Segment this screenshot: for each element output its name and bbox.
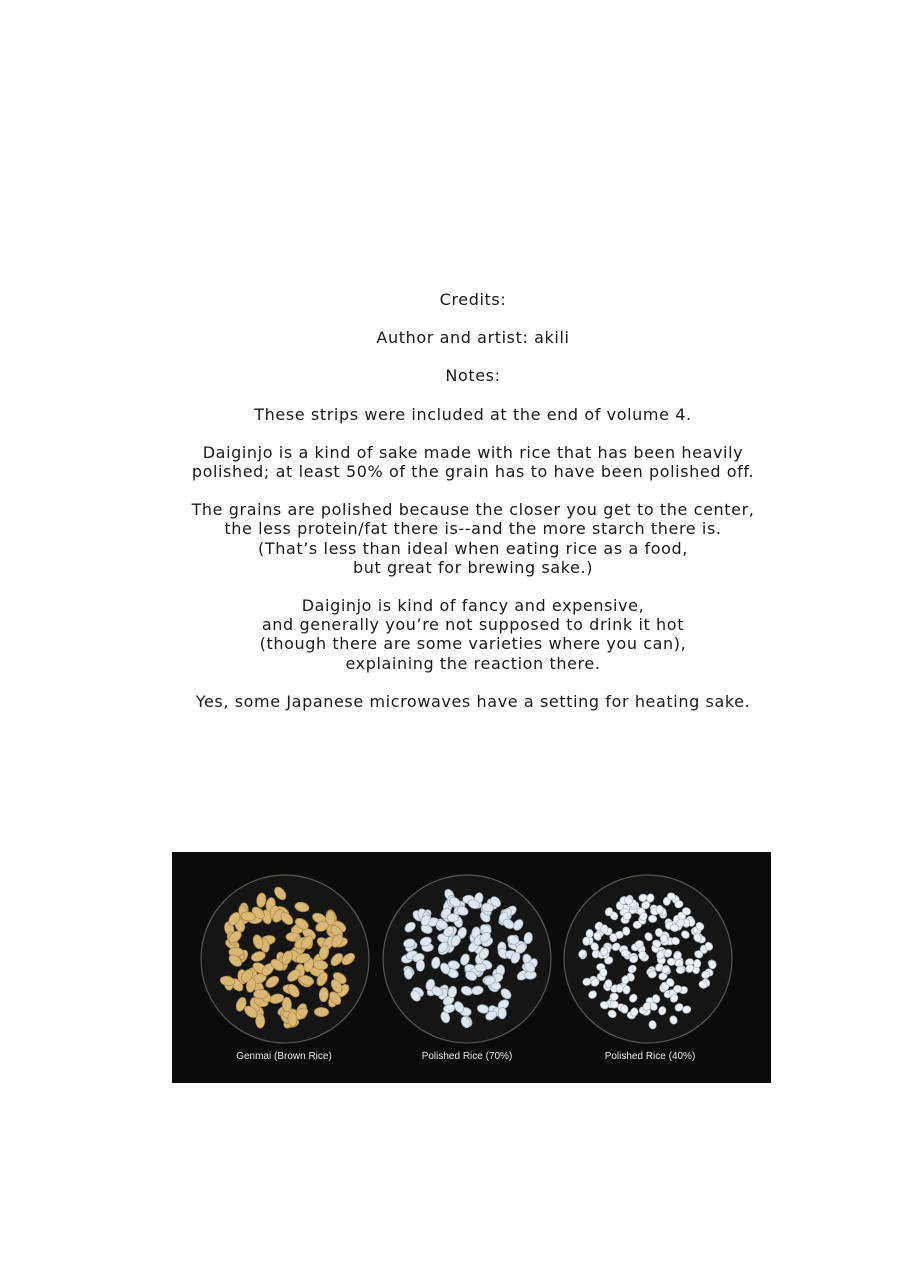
note-line: but great for brewing sake.)	[352, 557, 594, 577]
rice-grain	[656, 905, 664, 914]
rice-grain	[601, 925, 609, 934]
rice-grain	[314, 1007, 329, 1017]
author-block	[0, 328, 918, 347]
rice-grain	[676, 966, 684, 973]
note-line: Yes, some Japanese microwaves have a setting for heating sake.	[195, 691, 751, 711]
notes-heading: Notes:	[445, 366, 501, 386]
caption-polished-40: Polished Rice (40%)	[604, 1051, 696, 1062]
note-paragraph	[0, 596, 918, 673]
note-paragraph	[0, 692, 918, 711]
credits-heading: Credits:	[439, 290, 507, 309]
note-line: Daiginjo is kind of fancy and expensive,	[301, 596, 645, 616]
rice-grain	[616, 984, 624, 993]
rice-grain	[326, 911, 336, 926]
rice-plates-illustration	[172, 852, 771, 1083]
rice-plate	[564, 875, 732, 1043]
note-line: (That’s less than ideal when eating rice as a food,	[258, 538, 688, 558]
rice-grain	[582, 937, 590, 946]
note-line: (though there are some varieties where you can),	[259, 634, 687, 654]
note-paragraph	[0, 443, 918, 481]
caption-brown-rice: Genmai (Brown Rice)	[236, 1051, 332, 1062]
rice-grain	[673, 985, 681, 992]
note-paragraph	[0, 500, 918, 577]
note-line: The grains are polished because the closer you get to the center,	[191, 500, 755, 520]
notes-heading-block	[0, 366, 918, 385]
note-line: and generally you’re not supposed to drink it hot	[261, 615, 685, 635]
author-credit: Author and artist: akili	[376, 328, 570, 348]
note-line: These strips were included at the end of volume 4.	[254, 404, 692, 424]
rice-grain	[498, 1007, 506, 1019]
rice-grain	[694, 959, 701, 967]
rice-polishing-photo	[172, 852, 771, 1083]
rice-grain	[610, 1001, 619, 1008]
caption-polished-70: Polished Rice (70%)	[421, 1051, 513, 1062]
credits-notes	[0, 290, 918, 730]
rice-grain	[253, 989, 268, 998]
note-line: the less protein/fat there is--and the more starch there is.	[224, 519, 722, 539]
credits-heading-block	[0, 290, 918, 309]
rice-grain	[282, 997, 291, 1012]
note-line: explaining the reaction there.	[345, 653, 601, 673]
rice-grain	[404, 967, 413, 979]
rice-plate	[383, 875, 551, 1043]
note-line: polished; at least 50% of the grain has to have been polished off.	[191, 462, 755, 482]
note-paragraph	[0, 405, 918, 424]
note-line: Daiginjo is a kind of sake made with rice that has been heavily	[202, 442, 744, 462]
rice-grain	[474, 963, 486, 972]
rice-grain	[610, 993, 619, 1000]
rice-grain	[416, 960, 425, 972]
rice-plate	[201, 875, 369, 1043]
